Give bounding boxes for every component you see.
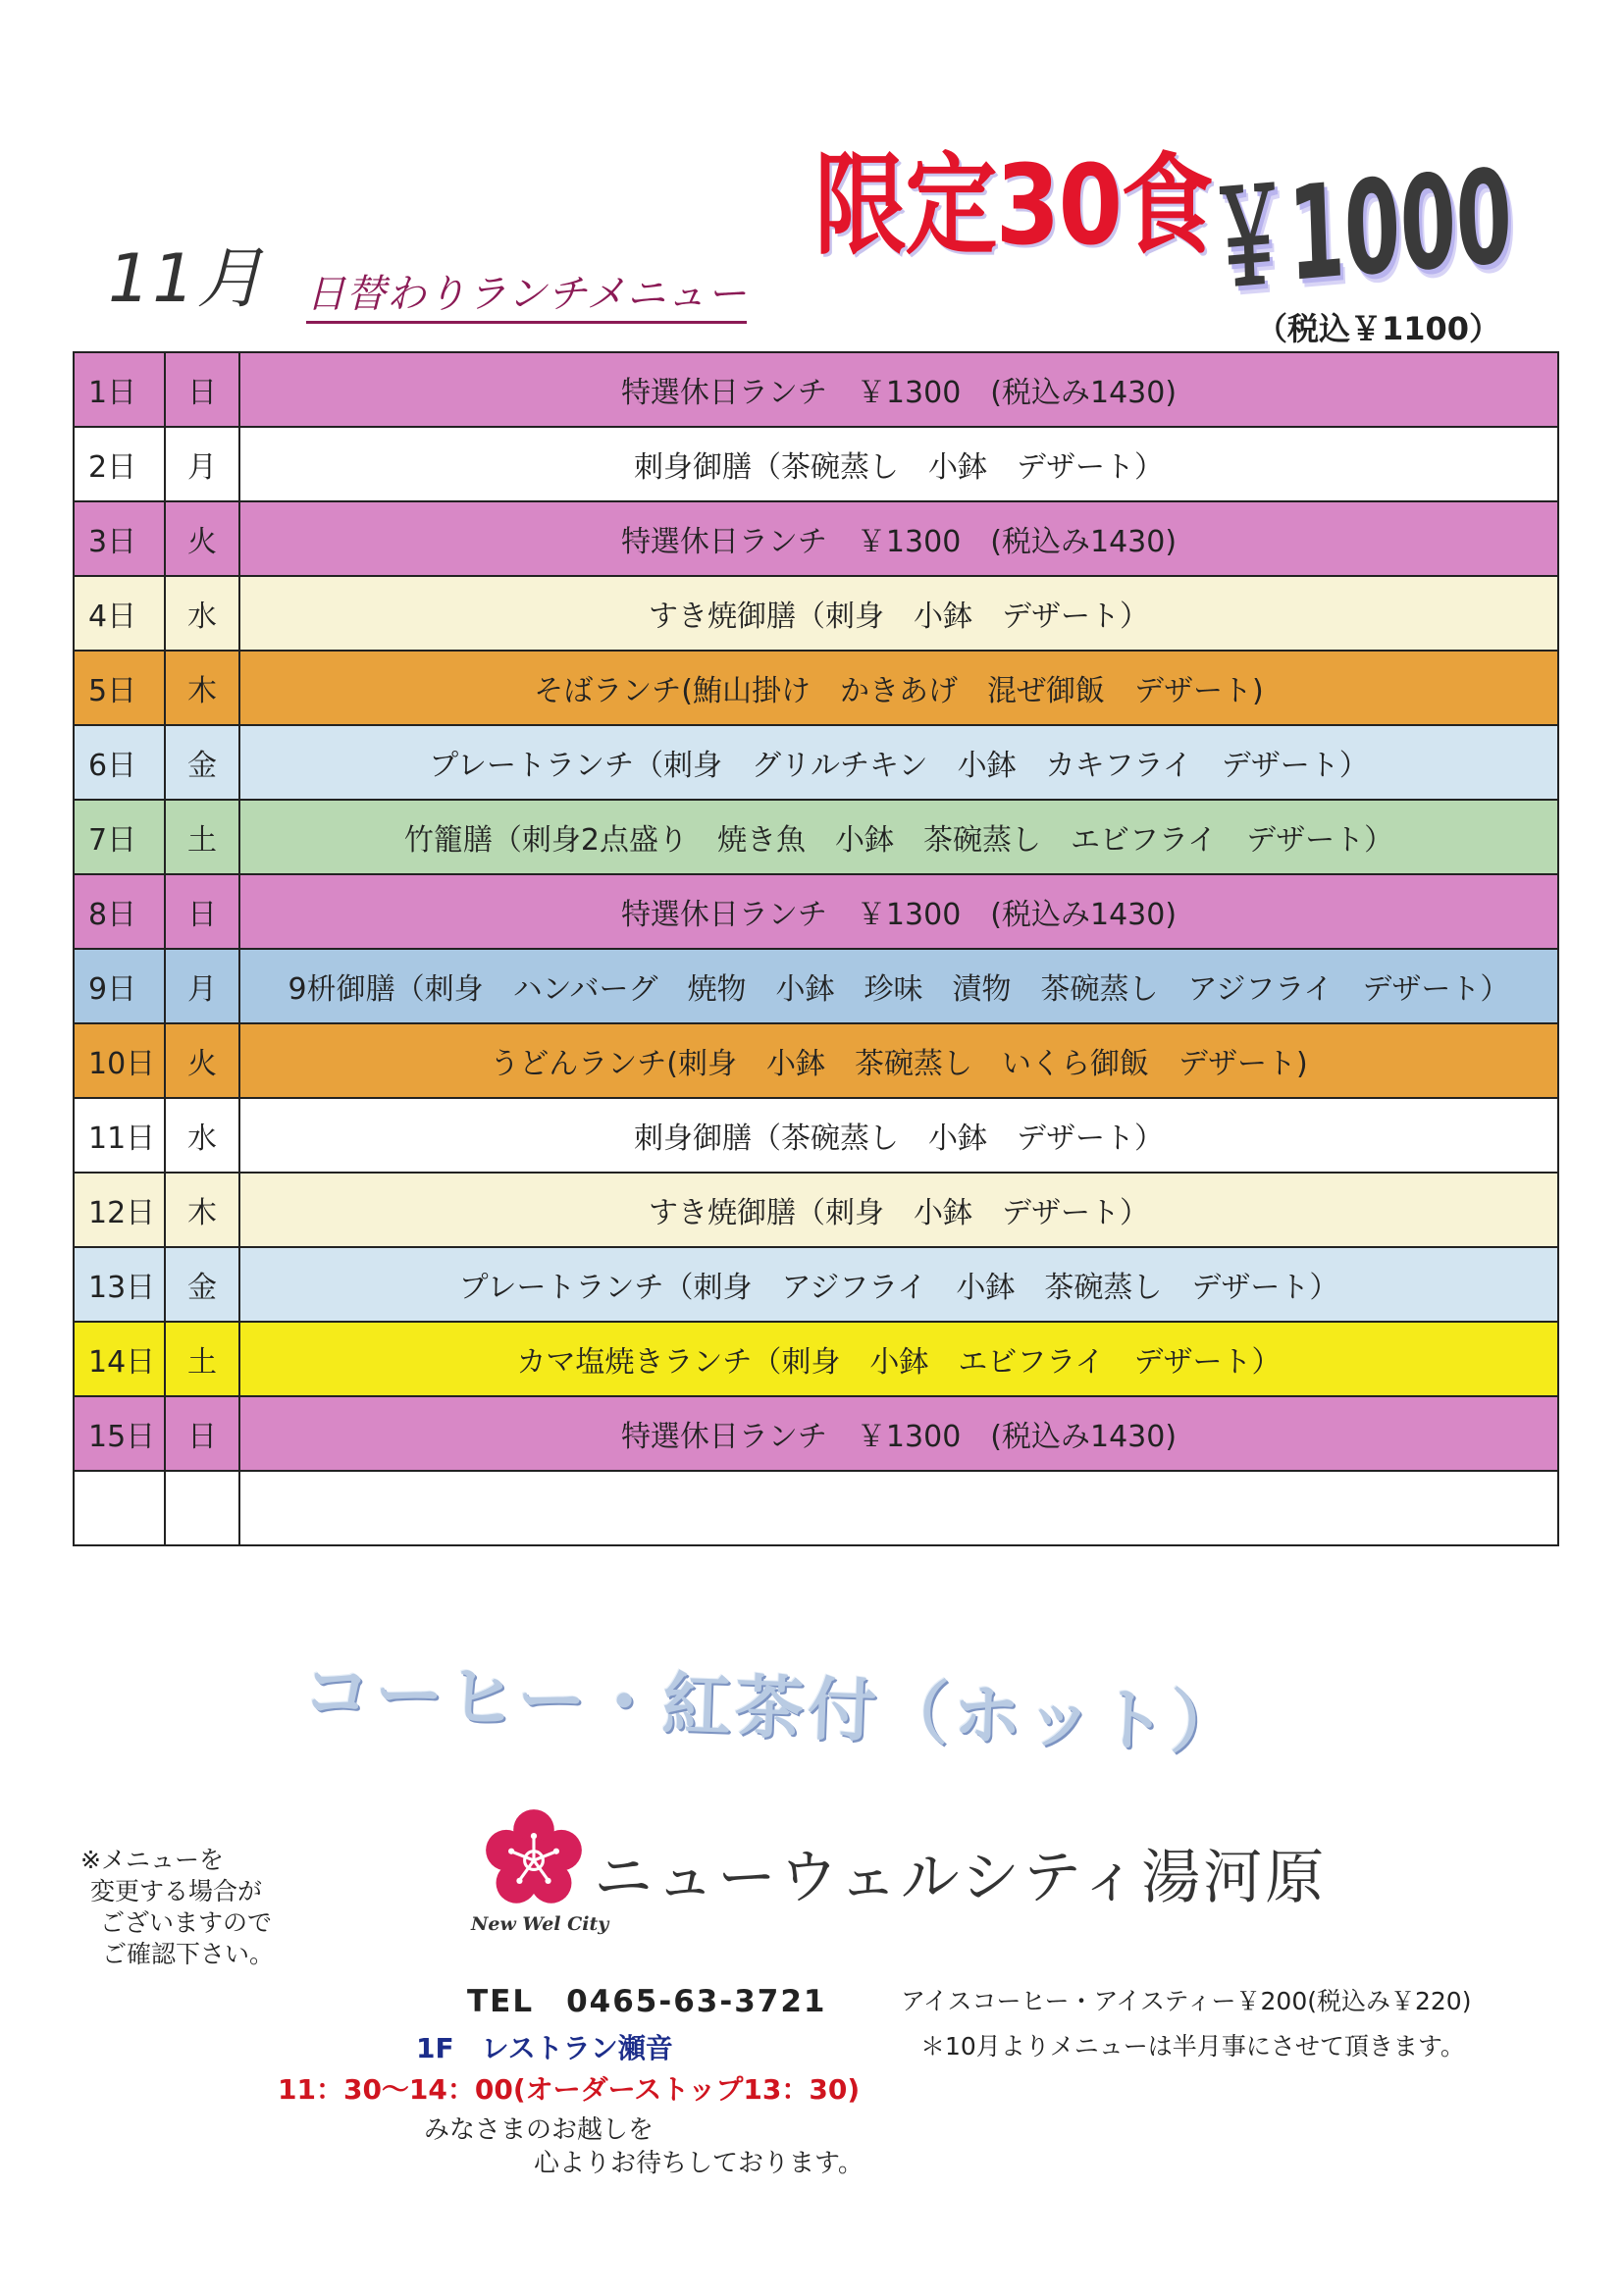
menu-row: [74, 1173, 1558, 1247]
menu-row: [74, 1098, 1558, 1173]
lunch-price: ￥1000: [1205, 140, 1515, 318]
menu-item-cell: すき焼御膳（刺身 小鉢 デザート）: [239, 576, 1558, 651]
menu-item-cell: うどんランチ(刺身 小鉢 茶碗蒸し いくら御飯 デザート): [239, 1023, 1558, 1098]
menu-weekday-cell: 土: [165, 800, 239, 874]
menu-day-cell: 11日: [74, 1098, 165, 1173]
menu-row: [74, 352, 1558, 427]
welcome-message: みなさまのお越しを: [424, 2115, 654, 2145]
menu-day-cell: [74, 1471, 165, 1545]
brand-name-jp: ニューウェルシティ湯河原: [594, 1844, 1328, 1912]
menu-subtitle: 日替わりランチメニュー: [306, 263, 747, 324]
menu-row: [74, 1247, 1558, 1322]
menu-weekday-cell: 金: [165, 725, 239, 800]
restaurant-location: 1F レストラン瀬音: [416, 2032, 673, 2064]
menu-day-cell: 10日: [74, 1023, 165, 1098]
menu-weekday-cell: 日: [165, 874, 239, 949]
menu-weekday-cell: 日: [165, 1396, 239, 1471]
menu-item-cell: 刺身御膳（茶碗蒸し 小鉢 デザート）: [239, 1098, 1558, 1173]
phone-number: TEL 0465-63-3721: [467, 1984, 827, 2019]
menu-row: [74, 1396, 1558, 1471]
menu-weekday-cell: 水: [165, 1098, 239, 1173]
opening-hours: 11：30～14：00(オーダーストップ13：30): [278, 2073, 861, 2106]
coffee-tea-note: コーヒー・紅茶付（ホット）: [300, 1650, 1245, 1765]
menu-item-cell: 特選休日ランチ ￥1300 (税込み1430): [239, 501, 1558, 576]
menu-weekday-cell: 月: [165, 427, 239, 501]
limited-quantity-label: 限定30食: [814, 142, 1212, 270]
menu-row: [74, 725, 1558, 800]
menu-day-cell: 2日: [74, 427, 165, 501]
menu-weekday-cell: 水: [165, 576, 239, 651]
menu-weekday-cell: 土: [165, 1322, 239, 1396]
menu-item-cell: すき焼御膳（刺身 小鉢 デザート）: [239, 1173, 1558, 1247]
menu-row: [74, 949, 1558, 1023]
menu-day-cell: 15日: [74, 1396, 165, 1471]
menu-day-cell: 14日: [74, 1322, 165, 1396]
menu-item-cell: 竹籠膳（刺身2点盛り 焼き魚 小鉢 茶碗蒸し エビフライ デザート）: [239, 800, 1558, 874]
notice-line: 変更する場合が: [90, 1877, 263, 1905]
menu-item-cell: 刺身御膳（茶碗蒸し 小鉢 デザート）: [239, 427, 1558, 501]
month-heading: 11月: [108, 240, 266, 318]
menu-day-cell: 13日: [74, 1247, 165, 1322]
menu-weekday-cell: 木: [165, 1173, 239, 1247]
menu-day-cell: 12日: [74, 1173, 165, 1247]
menu-item-cell: 特選休日ランチ ￥1300 (税込み1430): [239, 874, 1558, 949]
menu-item-cell: [239, 1471, 1558, 1545]
menu-day-cell: 5日: [74, 651, 165, 725]
menu-row: [74, 1322, 1558, 1396]
menu-weekday-cell: 火: [165, 1023, 239, 1098]
notice-line: ※メニューを: [80, 1846, 224, 1874]
lunch-price-with-tax: （税込￥1100）: [1256, 310, 1501, 347]
menu-item-cell: プレートランチ（刺身 アジフライ 小鉢 茶碗蒸し デザート）: [239, 1247, 1558, 1322]
menu-row: [74, 576, 1558, 651]
menu-row: [74, 501, 1558, 576]
menu-item-cell: カマ塩焼きランチ（刺身 小鉢 エビフライ デザート）: [239, 1322, 1558, 1396]
menu-weekday-cell: [165, 1471, 239, 1545]
lunch-menu-table: [73, 351, 1559, 1546]
menu-item-cell: 特選休日ランチ ￥1300 (税込み1430): [239, 352, 1558, 427]
menu-row: [74, 800, 1558, 874]
menu-weekday-cell: 木: [165, 651, 239, 725]
menu-weekday-cell: 日: [165, 352, 239, 427]
menu-row: [74, 427, 1558, 501]
menu-item-cell: プレートランチ（刺身 グリルチキン 小鉢 カキフライ デザート）: [239, 725, 1558, 800]
menu-item-cell: 9枡御膳（刺身 ハンバーグ 焼物 小鉢 珍味 漬物 茶碗蒸し アジフライ デザート）: [239, 949, 1558, 1023]
menu-day-cell: 4日: [74, 576, 165, 651]
welcome-message: 心よりお待ちしております。: [534, 2149, 864, 2178]
menu-row: [74, 651, 1558, 725]
menu-item-cell: 特選休日ランチ ￥1300 (税込み1430): [239, 1396, 1558, 1471]
notice-line: ご確認下さい。: [102, 1940, 275, 1968]
menu-row: [74, 1471, 1558, 1545]
menu-item-cell: そばランチ(鮪山掛け かきあげ 混ぜ御飯 デザート): [239, 651, 1558, 725]
menu-day-cell: 6日: [74, 725, 165, 800]
menu-day-cell: 9日: [74, 949, 165, 1023]
menu-day-cell: 3日: [74, 501, 165, 576]
menu-row: [74, 1023, 1558, 1098]
plum-blossom-logo-icon: [483, 1807, 585, 1909]
menu-row: [74, 874, 1558, 949]
menu-weekday-cell: 月: [165, 949, 239, 1023]
half-month-menu-note: ＊10月よりメニューは半月事にさせて頂きます。: [920, 2032, 1465, 2061]
notice-line: ございますので: [100, 1908, 273, 1937]
menu-change-notice: [80, 1845, 274, 1970]
menu-day-cell: 7日: [74, 800, 165, 874]
menu-day-cell: 1日: [74, 352, 165, 427]
iced-drinks-price: アイスコーヒー・アイスティー￥200(税込み￥220): [901, 1987, 1472, 2015]
menu-weekday-cell: 金: [165, 1247, 239, 1322]
brand-name-en: New Wel City: [471, 1913, 609, 1935]
menu-day-cell: 8日: [74, 874, 165, 949]
menu-weekday-cell: 火: [165, 501, 239, 576]
